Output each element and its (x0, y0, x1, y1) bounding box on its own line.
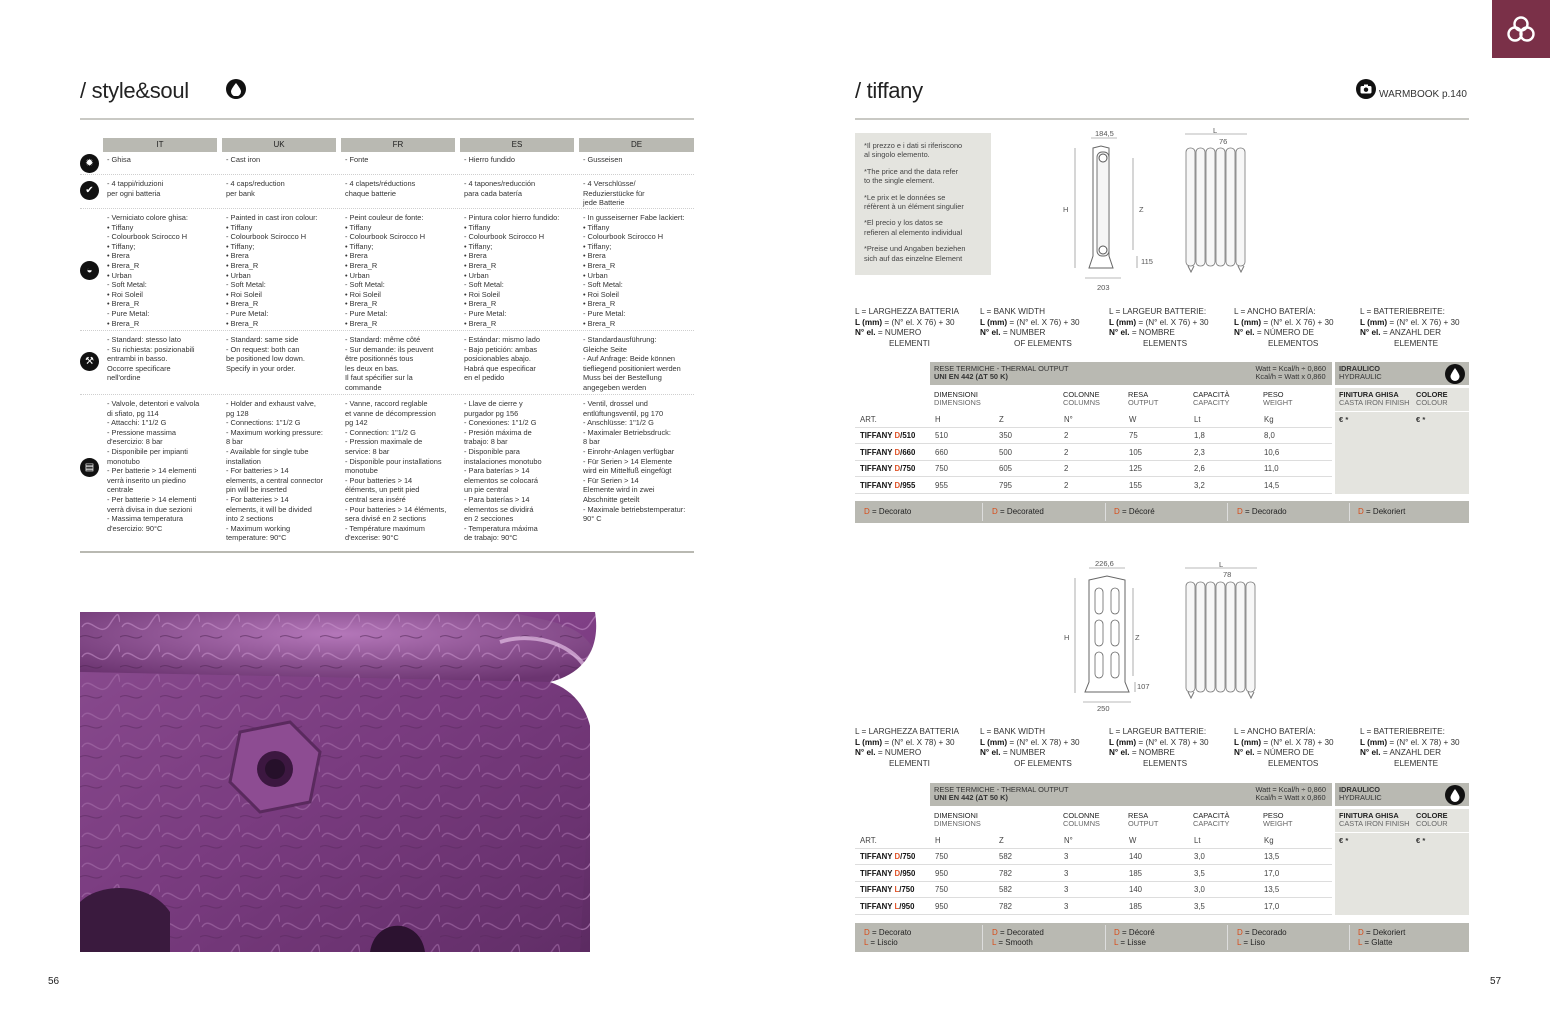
hydraulic-header: IDRAULICO HYDRAULIC (1335, 362, 1469, 385)
cell-kg: 10,6 (1264, 447, 1280, 457)
note-uk: *The price and the data refer to the single element. (864, 166, 959, 186)
cell-kg: 17,0 (1264, 901, 1280, 911)
cell-h: 510 (935, 431, 949, 440)
cell-fr: - Fonte (345, 155, 369, 164)
cell-kg: 8,0 (1264, 431, 1275, 440)
cell-fr: - 4 clapets/réductions chaque batterie (345, 179, 416, 198)
book-icon: ▤ (80, 458, 99, 477)
note-it: *Il prezzo e i dati si riferiscono al singolo elemento. (864, 141, 963, 160)
cell-w: 185 (1129, 901, 1143, 911)
cell-kg: 11,0 (1264, 464, 1279, 473)
warmbook-ref: WARMBOOK p.140 (1379, 89, 1467, 100)
cell-uk: - Standard: same side - On request: both can be positioned low down. Specify in your order. (226, 335, 305, 373)
cell-de: - In gusseiserner Fabe lackiert: • Tiffany - Colourbook Scirocco H • Tiffany; • Brera • Brera_R • Urban - Soft Metal: • Roi Soleil • Brera_R - Pure Metal: • Brera_R (583, 213, 685, 328)
cell-n: 2 (1064, 447, 1069, 457)
cell-h: 950 (935, 901, 949, 911)
cell-lt: 3,0 (1194, 852, 1205, 861)
article-code: TIFFANY D/950 (860, 868, 916, 878)
title-rule (80, 118, 694, 120)
finish-subheader: FINITURA GHISA CASTA IRON FINISH COLORE COLOUR (1335, 388, 1469, 411)
cell-z: 795 (999, 480, 1013, 490)
article-code: TIFFANY D/660 (860, 447, 916, 457)
gear-icon: ✹ (80, 154, 99, 173)
cell-lt: 1,8 (1194, 431, 1205, 440)
column-subheader: DIMENSIONI DIMENSIONS COLONNE COLUMNS RESA OUTPUT CAPACITÀ CAPACITY PESO WEIGHT (934, 390, 1293, 408)
note-es: *El precio y los datos se refieren al elemento individual (864, 218, 963, 237)
dim-width-label: 184,5 (1095, 129, 1114, 138)
dim-h-label: H (1064, 633, 1070, 642)
table-row (855, 849, 1332, 865)
note-fr: *Le prix et le données se réfèrent à un élément singulier (864, 192, 964, 212)
article-code: TIFFANY D/750 (860, 852, 916, 861)
output-table-1 (855, 362, 1469, 524)
dim-l-label: L (1219, 560, 1224, 569)
cell-n: 2 (1064, 464, 1069, 473)
cell-kg: 14,5 (1264, 480, 1280, 490)
formula-uk: L = BANK WIDTH L (mm) = (N° el. X 78) + 30 N° el. = NUMBER OF ELEMENTS (980, 727, 1080, 768)
cell-w: 140 (1129, 885, 1143, 894)
cell-it: - Ghisa (107, 155, 131, 164)
table-row (855, 899, 1332, 915)
page-title-right: / tiffany (855, 78, 923, 103)
cell-n: 2 (1064, 431, 1069, 440)
dim-depth-label: 203 (1097, 283, 1110, 292)
cell-w: 140 (1129, 852, 1143, 861)
cell-it: - Verniciato colore ghisa: • Tiffany - Colourbook Scirocco H • Tiffany; • Brera • Brera_R • Urban - Soft Metal: • Roi Soleil • Brera_R - Pure Metal: • Brera_R (107, 213, 188, 328)
cell-z: 605 (999, 464, 1013, 473)
page-number-left: 56 (48, 976, 60, 987)
units-row: ART. H Z N° W Lt Kg (855, 833, 1332, 849)
cell-it: - 4 tappi/riduzioni per ogni batteria (107, 179, 164, 198)
formula-fr: L = LARGEUR BATTERIE: L (mm) = (N° el. X 78) + 30 N° el. = NOMBRE ELEMENTS (1109, 727, 1209, 768)
title-rule-right (855, 118, 1469, 120)
cell-z: 582 (999, 885, 1013, 894)
article-code: TIFFANY L/950 (860, 901, 915, 911)
spec-row-notes (80, 395, 694, 545)
cell-z: 782 (999, 901, 1013, 911)
cell-w: 75 (1129, 431, 1138, 440)
cell-z: 782 (999, 868, 1013, 878)
cell-es: - Llave de cierre y purgador pg 156 - Conexiones: 1"1/2 G - Presión máxima de trabajo: 8 bar - Disponible para instalaciones monotubo - Para baterías > 14 elementos se colocará un pie central - Para baterías > 14 elementos se dividirá en 2 secciones - Temperatura máxima de trabajo: 90°C (464, 399, 542, 543)
formula-es: L = ANCHO BATERÍA: L (mm) = (N° el. X 78) + 30 N° el. = NÚMERO DE ELEMENTOS (1234, 727, 1334, 768)
spec-row-material (80, 152, 694, 175)
table-row (855, 882, 1332, 898)
output-table-2 (855, 783, 1469, 953)
cell-z: 500 (999, 447, 1013, 457)
brand-logo-icon (1492, 0, 1550, 58)
cell-kg: 13,5 (1264, 852, 1280, 861)
dim-l-label: L (1213, 128, 1218, 135)
formula-de: L = BATTERIEBREITE: L (mm) = (N° el. X 78) + 30 N° el. = ANZAHL DER ELEMENTE (1360, 727, 1460, 768)
cell-h: 955 (935, 480, 949, 490)
cell-uk: - Holder and exhaust valve, pg 128 - Connections: 1"1/2 G - Maximum working pressure: 8 bar - Available for single tube installation - For batteries > 14 elements, a central connector pin will be inserted - For batteries > 14 elements, it will be divided into 2 sections - Maximum working temperature: 90°C (226, 399, 323, 543)
dim-h-label: H (1063, 205, 1069, 214)
table-row (855, 866, 1332, 882)
cell-fr: - Standard: même côté - Sur demande: ils peuvent être positionnés tous les deux en bas. Il faut spécifier sur la commande (345, 335, 434, 392)
cell-es: - Estándar: mismo lado - Bajo petición: ambas posicionables abajo. Habrá que especificar en el pedido (464, 335, 540, 383)
cell-lt: 3,0 (1194, 885, 1205, 894)
cell-fr: - Vanne, raccord reglable et vanne de décompression pg 142 - Connection: 1"1/2 G - Pression maximale de service: 8 bar - Disponible pour installations monotube - Pour batteries > 14 éléments, un petit pied central sera inséré - Pour batteries > 14 éléments, sera divisé en 2 sections - Température maximum d'excerise: 90°C (345, 399, 447, 543)
article-code: TIFFANY D/955 (860, 480, 916, 490)
spec-row-connections (80, 331, 694, 395)
formula-it: L = LARGHEZZA BATTERIA L (mm) = (N° el. X 78) + 30 N° el. = NUMERO ELEMENTI (855, 727, 959, 768)
cell-n: 3 (1064, 852, 1069, 861)
column-subheader: DIMENSIONI DIMENSIONS COLONNE COLUMNS RESA OUTPUT CAPACITÀ CAPACITY PESO WEIGHT (934, 811, 1293, 829)
cell-n: 3 (1064, 901, 1069, 911)
cell-es: - Pintura color hierro fundido: • Tiffany - Colourbook Scirocco H • Tiffany; • Brera • Brera_R • Urban - Soft Metal: • Roi Soleil • Brera_R - Pure Metal: • Brera_R (464, 213, 560, 328)
units-row: ART. H Z N° W Lt Kg (855, 412, 1332, 428)
cell-n: 3 (1064, 868, 1069, 878)
cell-de: - Standardausführung: Gleiche Seite - Auf Anfrage: Beide können tiefliegend positioniert werden Muss bei der Bestellung angegeben werden (583, 335, 681, 392)
table-row (855, 478, 1332, 494)
check-icon: ✔ (80, 181, 99, 200)
cell-es: - 4 tapones/reducción para cada batería (464, 179, 536, 198)
cell-w: 185 (1129, 868, 1143, 878)
cell-w: 155 (1129, 480, 1143, 490)
col-header-de: DE (579, 138, 694, 152)
cell-h: 950 (935, 868, 949, 878)
formula-uk: L = BANK WIDTH L (mm) = (N° el. X 76) + 30 N° el. = NUMBER OF ELEMENTS (980, 307, 1080, 348)
col-header-it: IT (103, 138, 217, 152)
dim-z-label: Z (1135, 633, 1140, 642)
cell-kg: 13,5 (1264, 885, 1280, 894)
finish-subheader: FINITURA GHISA CASTA IRON FINISH COLORE COLOUR (1335, 809, 1469, 832)
cell-w: 105 (1129, 447, 1143, 457)
spec-row-finish (80, 209, 694, 331)
cell-h: 750 (935, 852, 949, 861)
cell-h: 750 (935, 464, 949, 473)
cell-lt: 3,5 (1194, 868, 1205, 878)
cell-it: - Standard: stesso lato - Su richiesta: posizionabili entrambi in basso. Occorre specificare nell'ordine (107, 335, 195, 383)
width-formulas-1 (855, 307, 1475, 351)
water-drop-icon (1445, 364, 1465, 384)
col-header-fr: FR (341, 138, 455, 152)
page-number-right: 57 (1490, 976, 1502, 987)
price-column: € * € * (1335, 412, 1469, 494)
price-column: € * € * (1335, 833, 1469, 915)
dim-width-label: 226,6 (1095, 559, 1114, 568)
width-formulas-2 (855, 727, 1475, 771)
cell-lt: 2,6 (1194, 464, 1205, 473)
col-header-es: ES (460, 138, 574, 152)
formula-de: L = BATTERIEBREITE: L (mm) = (N° el. X 76) + 30 N° el. = ANZAHL DER ELEMENTE (1360, 307, 1460, 348)
article-code: TIFFANY L/750 (860, 885, 915, 894)
cell-z: 350 (999, 431, 1013, 440)
article-code: TIFFANY D/750 (860, 464, 916, 473)
formula-fr: L = LARGEUR BATTERIE: L (mm) = (N° el. X 76) + 30 N° el. = NOMBRE ELEMENTS (1109, 307, 1209, 348)
technical-drawing-1 (1055, 128, 1275, 293)
cell-lt: 2,3 (1194, 447, 1205, 457)
note-de: *Preise und Angaben beziehen sich auf das einzelne Element (864, 244, 966, 263)
cell-h: 750 (935, 885, 949, 894)
cell-lt: 3,2 (1194, 480, 1205, 490)
legend-bar-1: D = Decorato D = Decorated D = Décoré D = Decorado D = Dekoriert (855, 501, 1469, 523)
cell-kg: 17,0 (1264, 868, 1280, 878)
cell-lt: 3,5 (1194, 901, 1205, 911)
dim-pitch-label: 78 (1223, 570, 1232, 579)
cell-n: 3 (1064, 885, 1069, 894)
table-row (855, 445, 1332, 461)
table-bottom-rule (80, 551, 694, 553)
cell-it: - Valvole, detentori e valvola di sfiato, pg 114 - Attacchi: 1"1/2 G - Pressione massima d'esercizio: 8 bar - Disponibile per impianti monotubo - Per batterie > 14 elementi verrà inserito un piedino centrale - Per batterie > 14 elementi verrà divisa in due sezioni - Massima temperatura d'esercizio: 90°C (107, 399, 200, 533)
table-row (855, 428, 1332, 444)
cell-de: - Ventil, drossel und entlüftungsventil, pg 170 - Anschlüsse: 1"1/2 G - Maximaler Betriebsdruck: 8 bar - Einrohr-Anlagen verfügbar - Für Serien > 14 Elemente wird ein Mittelfuß eingefügt - Für Serien > 14 Elemente wird in zwei Abschnitte geteilt - Maximale betriebstemperatur: 90° C (583, 399, 686, 524)
article-code: TIFFANY D/510 (860, 431, 916, 440)
cell-uk: - Painted in cast iron colour: • Tiffany - Colourbook Scirocco H • Tiffany; • Brera • Brera_R • Urban - Soft Metal: • Roi Soleil • Brera_R - Pure Metal: • Brera_R (226, 213, 318, 328)
water-drop-icon (226, 79, 246, 99)
hydraulic-header: IDRAULICO HYDRAULIC (1335, 783, 1469, 806)
cell-n: 2 (1064, 480, 1069, 490)
dim-foot-label: 107 (1137, 682, 1150, 691)
cell-es: - Hierro fundido (464, 155, 515, 164)
spec-row-caps (80, 175, 694, 209)
cell-w: 125 (1129, 464, 1143, 473)
cell-fr: - Peint couleur de fonte: • Tiffany - Colourbook Scirocco H • Tiffany; • Brera • Brera_R • Urban - Soft Metal: • Roi Soleil • Brera_R - Pure Metal: • Brera_R (345, 213, 426, 328)
thermal-header: RESE TERMICHE - THERMAL OUTPUT UNI EN 442 (ΔT 50 K) Watt = Kcal/h ÷ 0,860 Kcal/h = Watt x 0,860 (930, 362, 1332, 385)
cell-de: - 4 Verschlüsse/ Reduzierstücke für jede Batterie (583, 179, 645, 208)
camera-icon (1356, 79, 1376, 99)
cell-uk: - 4 caps/reduction per bank (226, 179, 285, 198)
formula-it: L = LARGHEZZA BATTERIA L (mm) = (N° el. X 76) + 30 N° el. = NUMERO ELEMENTI (855, 307, 959, 348)
thermal-header: RESE TERMICHE - THERMAL OUTPUT UNI EN 442 (ΔT 50 K) Watt = Kcal/h ÷ 0,860 Kcal/h = Watt x 0,860 (930, 783, 1332, 806)
col-header-uk: UK (222, 138, 336, 152)
paint-icon: ◒ (80, 261, 99, 280)
dim-foot-label: 115 (1141, 257, 1153, 266)
radiator-photo (80, 612, 607, 952)
cell-z: 582 (999, 852, 1013, 861)
price-note-box (855, 133, 991, 275)
dim-pitch-label: 76 (1219, 137, 1228, 146)
formula-es: L = ANCHO BATERÍA: L (mm) = (N° el. X 76) + 30 N° el. = NÚMERO DE ELEMENTOS (1234, 307, 1334, 348)
dim-depth-label: 250 (1097, 704, 1110, 713)
dim-z-label: Z (1139, 205, 1144, 214)
legend-bar-2: D = Decorato L = Liscio D = Decorated L = Smooth D = Décoré L = Lisse D = Decorado L = Liso D = Dekoriert L = Glatte (855, 923, 1469, 952)
cell-uk: - Cast iron (226, 155, 261, 164)
water-drop-icon (1445, 785, 1465, 805)
cell-de: - Gusseisen (583, 155, 623, 164)
table-row (855, 461, 1332, 477)
wrench-icon: ⚒ (80, 352, 99, 371)
page-title-left: / style&soul (80, 78, 189, 103)
technical-drawing-2 (1055, 558, 1275, 718)
brand-badge (1492, 0, 1550, 58)
cell-h: 660 (935, 447, 949, 457)
